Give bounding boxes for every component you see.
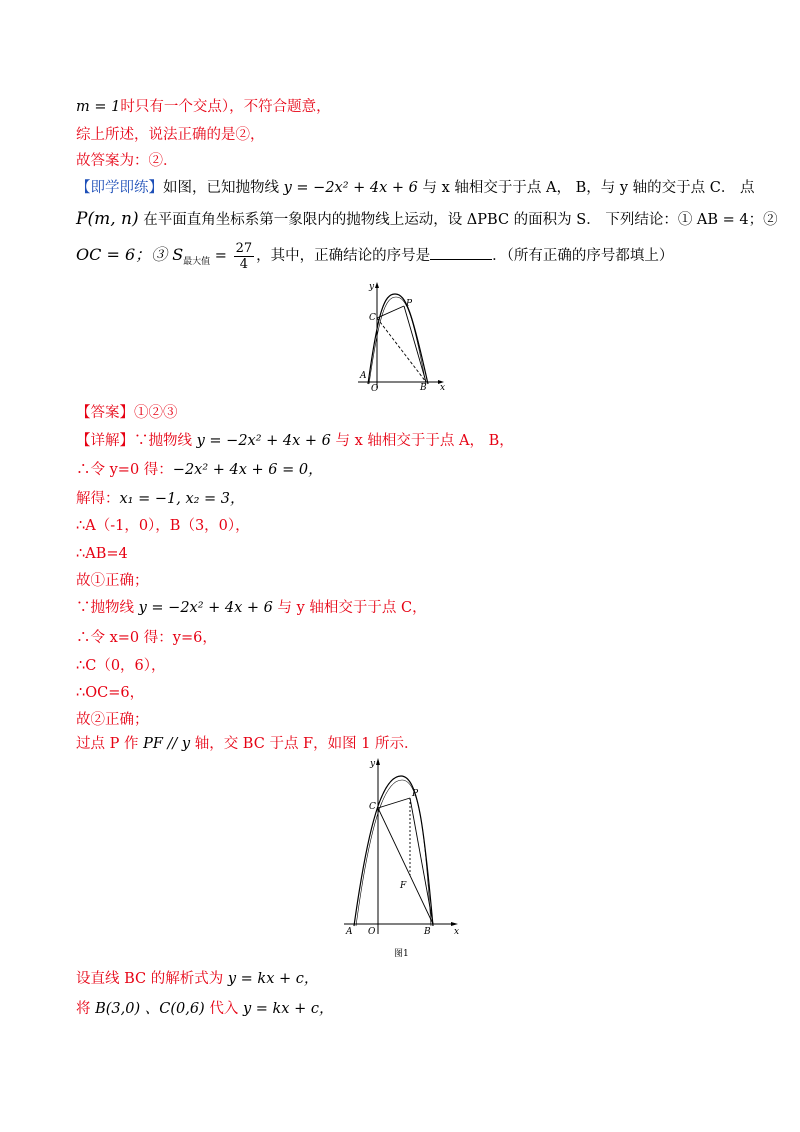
- text: =: [210, 248, 232, 264]
- exercise-tag: 【即学即练】: [76, 180, 163, 196]
- text: 与 y 轴相交于于点 C，: [272, 600, 427, 616]
- detail-line-8: ∴令 x=0 得：y=6，: [76, 630, 217, 646]
- equation: y = −2x² + 4x + 6: [283, 180, 418, 196]
- answer-line: [76, 402, 178, 424]
- label-p: P: [406, 299, 413, 309]
- label-y: y: [369, 282, 375, 292]
- equation: y = −2x² + 4x + 6: [138, 600, 273, 616]
- numerator: 27: [235, 240, 253, 256]
- exercise-line-2: [76, 208, 778, 231]
- detail-line-11: 故②正确；: [76, 712, 149, 728]
- label-c: C: [369, 802, 376, 812]
- line-1: [76, 96, 331, 118]
- detail-line-3: [76, 488, 245, 510]
- detail-line-1: [76, 430, 514, 452]
- segment-cp: [378, 798, 410, 808]
- label-p: P: [412, 789, 419, 799]
- answer-value: ①②③: [134, 405, 178, 421]
- text: OC = 6；③ S: [76, 245, 184, 264]
- figure-2: [338, 756, 468, 962]
- line-3: 故答案为：②．: [76, 153, 178, 169]
- text: 代入: [204, 1001, 243, 1017]
- text: 时只有一个交点），不符合题意，: [120, 99, 331, 115]
- detail-line-13: [76, 968, 318, 990]
- math-m-eq-1: m = 1: [76, 99, 121, 115]
- points: B(3,0) 、C(0,6): [95, 1001, 205, 1017]
- detail-line-9: ∴C（0，6），: [76, 658, 166, 674]
- label-o: O: [368, 927, 376, 937]
- equation: PF // y: [143, 736, 191, 752]
- text: ．（所有正确的序号都填上）: [492, 248, 674, 264]
- label-y: y: [370, 759, 376, 769]
- detail-line-14: [76, 998, 333, 1020]
- equation: y = kx + c，: [227, 971, 319, 987]
- segment-pb: [410, 798, 433, 924]
- label-a: A: [346, 927, 353, 937]
- detail-line-10: ∴OC=6，: [76, 685, 145, 701]
- label-o: O: [371, 384, 379, 392]
- detail-line-4: ∴A（-1，0），B（3，0），: [76, 518, 250, 534]
- detail-line-6: 故①正确；: [76, 573, 149, 589]
- detail-tag: 【详解】: [76, 433, 134, 449]
- point-p: P(m, n): [76, 209, 139, 229]
- equation: y = kx + c，: [242, 1001, 334, 1017]
- label-c: C: [369, 313, 376, 323]
- segment-cb: [377, 318, 426, 382]
- label-b: B: [420, 383, 427, 392]
- detail-line-2: [76, 459, 323, 481]
- figure-caption: 图1: [394, 949, 409, 959]
- label-x: x: [454, 927, 460, 937]
- equation: x₁ = −1, x₂ = 3，: [119, 491, 245, 507]
- text: ∵抛物线: [76, 600, 139, 616]
- label-f: F: [400, 881, 407, 891]
- detail-line-12: [76, 733, 419, 755]
- text: 与 x 轴相交于于点 A， B，: [330, 433, 514, 449]
- exercise-line-1: [76, 177, 754, 199]
- equation: −2x² + 4x + 6 = 0，: [172, 462, 323, 478]
- answer-tag: 【答案】: [76, 405, 134, 421]
- fraction: [234, 241, 255, 272]
- equation: y = −2x² + 4x + 6: [196, 433, 331, 449]
- answer-blank[interactable]: [430, 245, 492, 260]
- text: 解得：: [76, 491, 120, 507]
- text: ∵抛物线: [134, 433, 197, 449]
- line-2: 综上所述，说法正确的是②，: [76, 127, 265, 143]
- text: ，其中，正确结论的序号是: [256, 248, 431, 264]
- text: 过点 P 作: [76, 736, 144, 752]
- text: 与 x 轴相交于于点 A， B，与 y 轴的交于点 C． 点: [417, 180, 755, 196]
- subscript: 最大值: [183, 256, 211, 267]
- text: ∴令 y=0 得：: [76, 462, 173, 478]
- parabola: [354, 776, 433, 926]
- text: 在平面直角坐标系第一象限内的抛物线上运动，设 ΔPBC 的面积为 S． 下列结论：① AB = 4；②: [138, 212, 778, 228]
- label-a: A: [360, 371, 367, 381]
- text: 将: [76, 1001, 96, 1017]
- segment-cb: [378, 808, 433, 924]
- exercise-line-3: [76, 238, 673, 279]
- text: 设直线 BC 的解析式为: [76, 971, 228, 987]
- segment-pb: [404, 306, 426, 382]
- label-b: B: [424, 927, 431, 937]
- label-x: x: [440, 383, 446, 392]
- text: 如图，已知抛物线: [163, 180, 284, 196]
- detail-line-5: ∴AB=4: [76, 546, 128, 562]
- denominator: 4: [239, 256, 248, 272]
- detail-line-7: [76, 597, 427, 619]
- text: 轴，交 BC 于点 F，如图 1 所示．: [190, 736, 419, 752]
- figure-1: [352, 280, 452, 392]
